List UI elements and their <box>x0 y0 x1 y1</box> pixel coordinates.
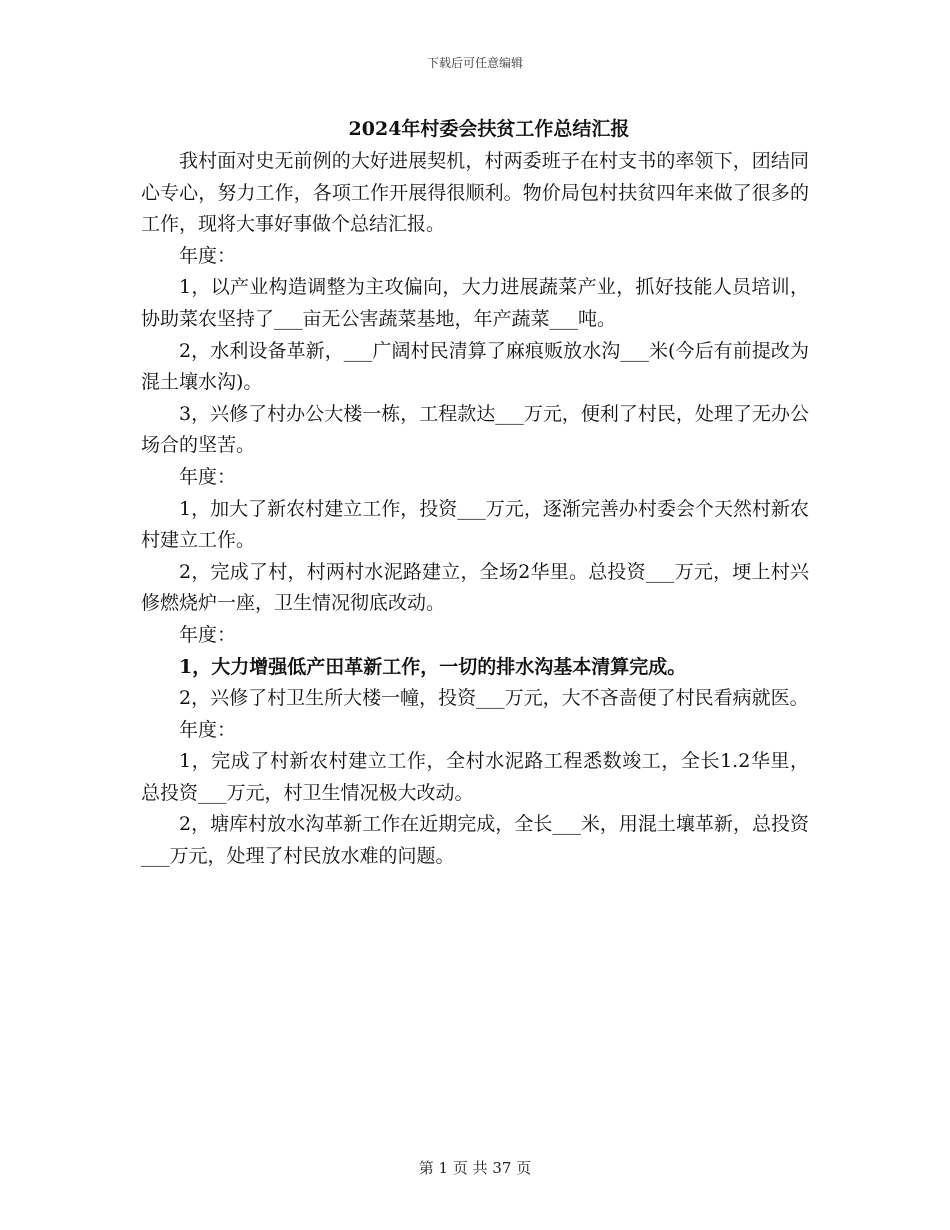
page-number: 第 1 页 共 37 页 <box>418 1159 532 1177</box>
paragraph-intro: 我村面对史无前例的大好进展契机，村两委班子在村支书的率领下，团结同心专心，努力工作，各项工作开展得很顺利。物价局包村扶贫四年来做了很多的工作，现将大事好事做个总结汇报。 <box>141 150 809 236</box>
document-title: 2024年村委会扶贫工作总结汇报 <box>348 118 630 140</box>
paragraph-year-heading: 年度： <box>179 623 237 646</box>
document-body <box>141 112 809 873</box>
page-header-note: 下载后可任意编辑 <box>426 56 523 70</box>
paragraph-item: 2，完成了村，村两村水泥路建立，全场2华里。总投资___万元，埂上村兴修燃烧炉一座，卫生情况彻底改动。 <box>141 560 809 615</box>
paragraph-year-heading: 年度： <box>179 244 237 267</box>
paragraph-year-heading: 年度： <box>179 718 237 741</box>
paragraph-item: 1，加大了新农村建立工作，投资___万元，逐渐完善办村委会个天然村新农村建立工作。 <box>141 497 809 552</box>
paragraph-year-heading: 年度： <box>179 465 237 488</box>
paragraph-item: 2，塘库村放水沟革新工作在近期完成，全长___米，用混土壤革新，总投资___万元，处理了村民放水难的问题。 <box>141 813 809 868</box>
paragraph-item: 1，完成了村新农村建立工作，全村水泥路工程悉数竣工，全长1.2华里，总投资___万元，村卫生情况极大改动。 <box>141 750 809 804</box>
paragraph-item: 2，水利设备革新，___广阔村民清算了麻痕贩放水沟___米(今后有前提改为混土壤水沟)。 <box>141 339 809 394</box>
paragraph-item: 1，以产业构造调整为主攻偏向，大力进展蔬菜产业，抓好技能人员培训，协助菜农坚持了___亩无公害蔬菜基地，年产蔬菜___吨。 <box>141 276 809 330</box>
paragraph-item: 3，兴修了村办公大楼一栋，工程款达___万元，便利了村民，处理了无办公场合的坚苦。 <box>141 402 809 457</box>
paragraph-item-bold: 1，大力增强低产田革新工作，一切的排水沟基本清算完成。 <box>179 655 687 678</box>
paragraph-item: 2，兴修了村卫生所大楼一幢，投资___万元，大不吝啬便了村民看病就医。 <box>179 687 809 710</box>
